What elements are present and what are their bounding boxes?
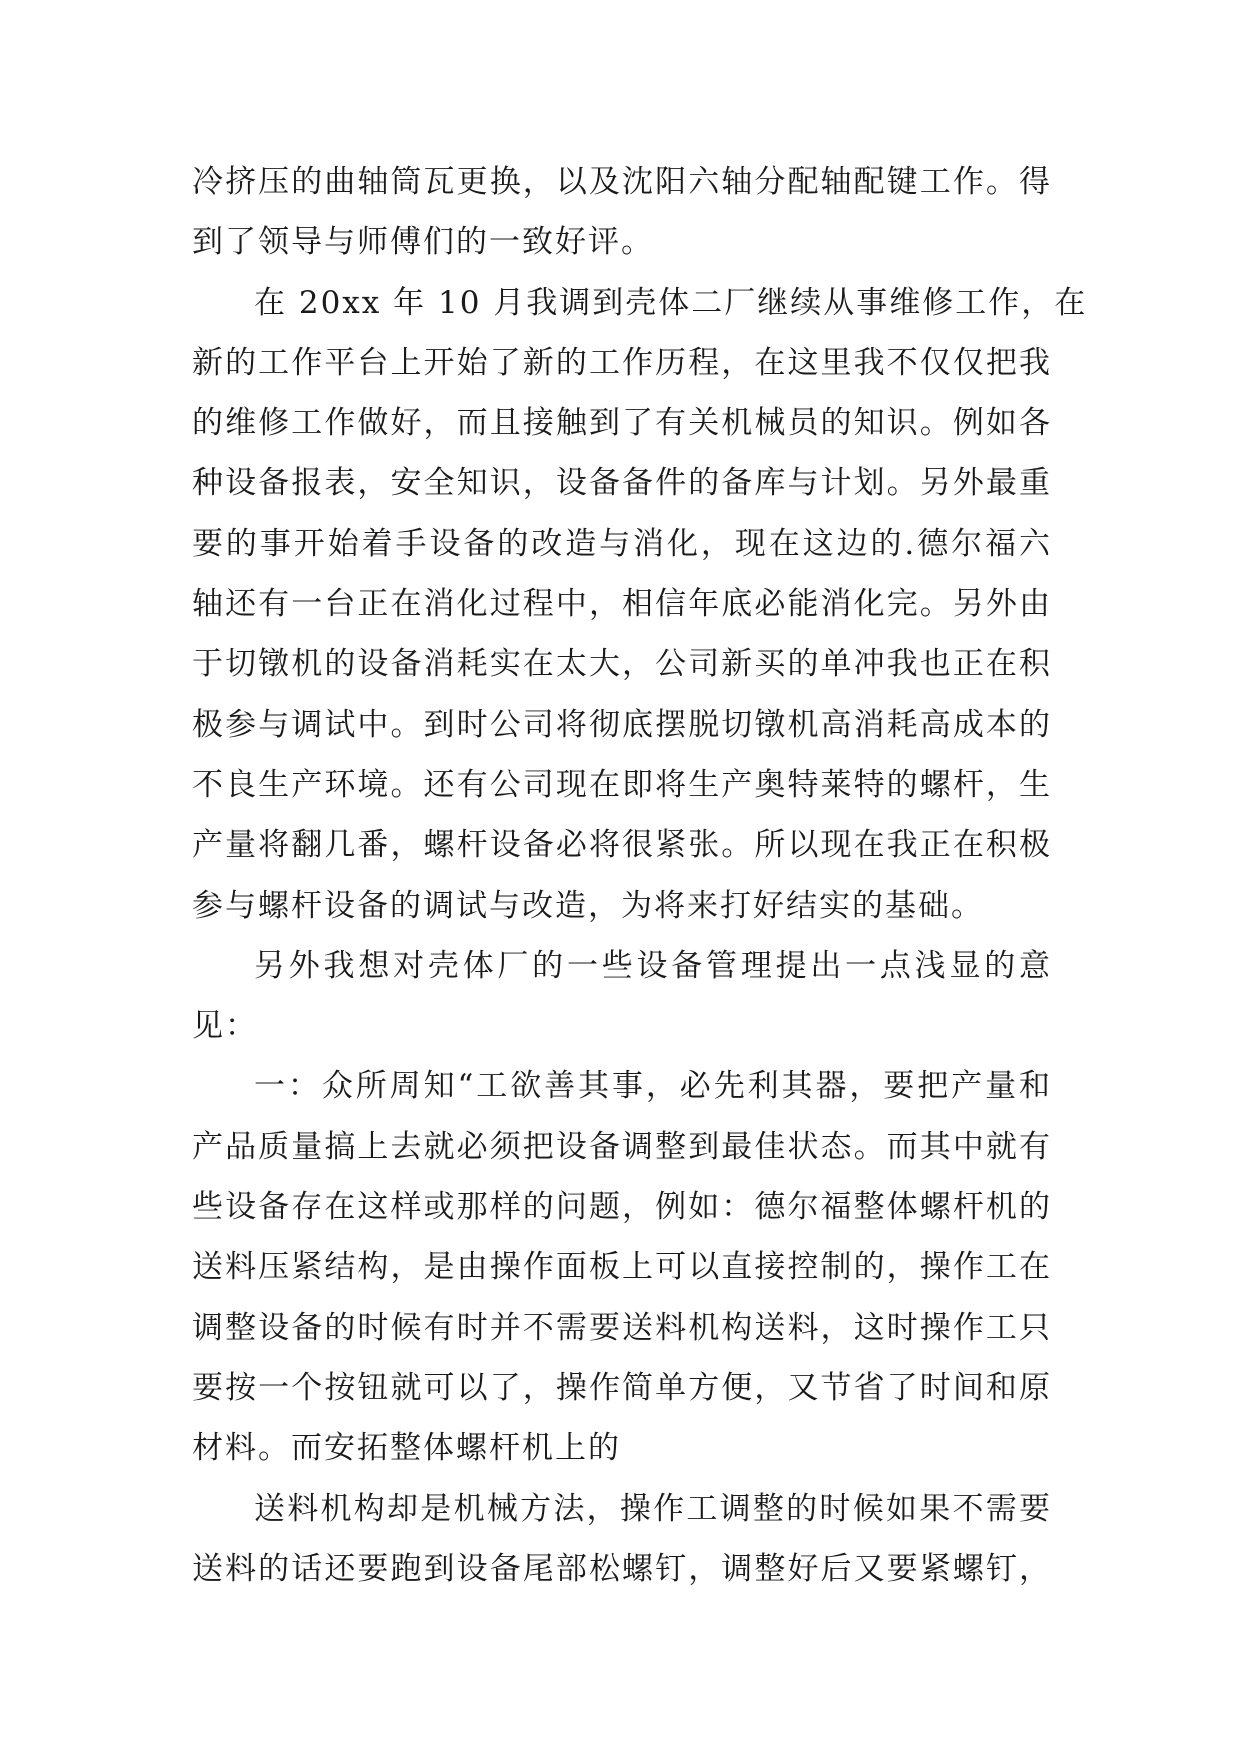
text-line: 材料。而安拓整体螺杆机上的 bbox=[192, 1430, 621, 1467]
text-line: 见： bbox=[192, 1008, 258, 1045]
text-line: 冷挤压的曲轴筒瓦更换，以及沈阳六轴分配轴配键工作。得 bbox=[192, 164, 1052, 200]
text-line: 要的事开始着手设备的改造与消化，现在这边的.德尔福六 bbox=[192, 525, 1052, 562]
paragraph-start-line: 一：众所周知“工欲善其事，必先利其器，要把产量和 bbox=[254, 1068, 1052, 1105]
text-line: 些设备存在这样或那样的问题，例如：德尔福整体螺杆机的 bbox=[192, 1189, 1052, 1226]
text-line: 到了领导与师傅们的一致好评。 bbox=[192, 224, 654, 261]
document-body bbox=[192, 152, 1088, 1599]
paragraph-start-line: 送料机构却是机械方法，操作工调整的时候如果不需要 bbox=[254, 1490, 1052, 1527]
text-line: 产量将翻几番，螺杆设备必将很紧张。所以现在我正在积极 bbox=[192, 827, 1052, 864]
text-line: 的维修工作做好，而且接触到了有关机械员的知识。例如各 bbox=[192, 405, 1052, 442]
text-line: 调整设备的时候有时并不需要送料机构送料，这时操作工只 bbox=[192, 1309, 1052, 1346]
text-line: 于切镦机的设备消耗实在太大，公司新买的单冲我也正在积 bbox=[192, 646, 1052, 683]
paragraph-start-line: 另外我想对壳体厂的一些设备管理提出一点浅显的意 bbox=[254, 947, 1052, 984]
text-line: 送料的话还要跑到设备尾部松螺钉，调整好后又要紧螺钉， bbox=[192, 1550, 1052, 1587]
text-line: 极参与调试中。到时公司将彻底摆脱切镦机高消耗高成本的 bbox=[192, 706, 1052, 743]
text-line: 轴还有一台正在消化过程中，相信年底必能消化完。另外由 bbox=[192, 586, 1052, 623]
paragraph-start-line: 在 20xx 年 10 月我调到壳体二厂继续从事维修工作，在 bbox=[254, 284, 1088, 321]
text-line: 送料压紧结构，是由操作面板上可以直接控制的，操作工在 bbox=[192, 1249, 1052, 1286]
text-line: 参与螺杆设备的调试与改造，为将来打好结实的基础。 bbox=[192, 887, 984, 924]
text-line: 种设备报表，安全知识，设备备件的备库与计划。另外最重 bbox=[192, 465, 1052, 502]
text-line: 要按一个按钮就可以了，操作简单方便，又节省了时间和原 bbox=[192, 1369, 1052, 1406]
text-line: 产品质量搞上去就必须把设备调整到最佳状态。而其中就有 bbox=[192, 1128, 1052, 1165]
text-line: 不良生产环境。还有公司现在即将生产奥特莱特的螺杆，生 bbox=[192, 766, 1052, 803]
text-line: 新的工作平台上开始了新的工作历程，在这里我不仅仅把我 bbox=[192, 344, 1052, 381]
